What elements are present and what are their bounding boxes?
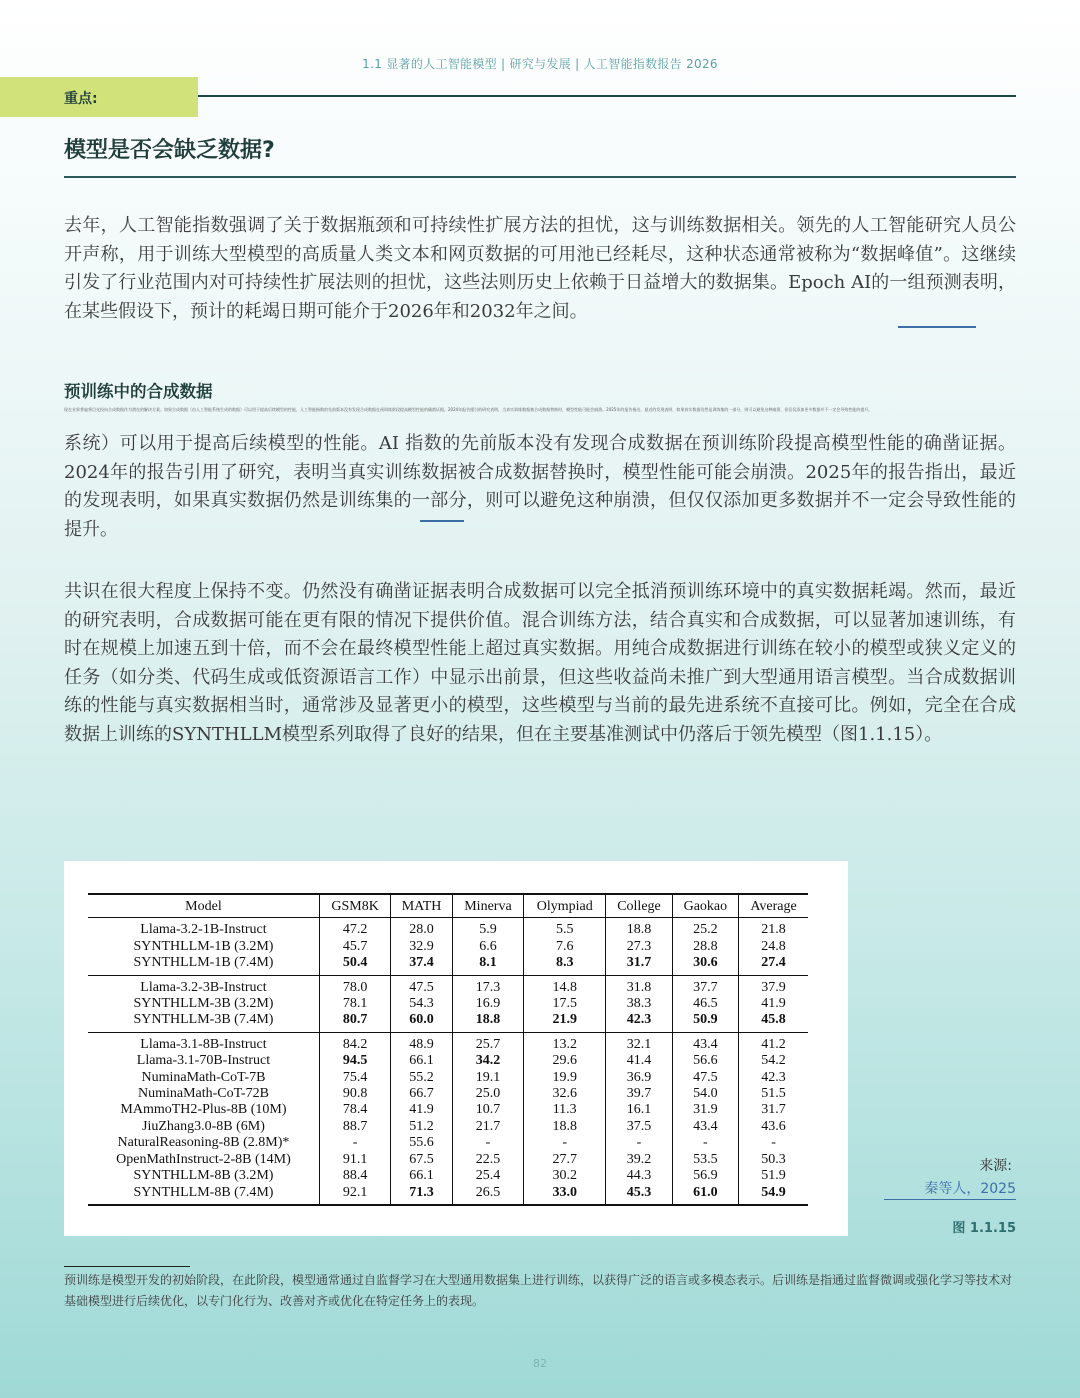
table-row-group (88, 1032, 808, 1205)
score-cell: 27.3 (606, 939, 672, 955)
model-name-cell: SYNTHLLM-3B (7.4M) (88, 1012, 319, 1032)
score-cell: 54.3 (391, 996, 453, 1012)
score-cell: 92.1 (319, 1185, 390, 1205)
column-header: Gaokao (672, 894, 738, 918)
score-cell: 30.2 (524, 1168, 606, 1184)
score-cell: 17.5 (524, 996, 606, 1012)
score-cell: 53.5 (672, 1152, 738, 1168)
model-name-cell: Llama-3.2-1B-Instruct (140, 922, 267, 938)
table-row (88, 918, 808, 939)
column-header: Olympiad (524, 894, 606, 918)
score-cell: 8.3 (524, 955, 606, 975)
score-cell: 39.2 (606, 1152, 672, 1168)
footnote: 预训练是模型开发的初始阶段，在此阶段，模型通常通过自监督学习在大型通用数据集上进行训练，以获得广泛的语言或多模态表示。后训练是指通过监督微调或强化学习等技术对基础模型进行后续优化，以专门化行为、改善对齐或优化在特定任务上的表现。 (64, 1273, 1013, 1308)
source-link[interactable]: 秦等人，2025 (884, 1178, 1016, 1200)
score-cell: 91.1 (319, 1152, 390, 1168)
score-cell: 41.4 (606, 1053, 672, 1069)
table-row (88, 1070, 808, 1086)
score-cell: 41.9 (391, 1102, 453, 1118)
score-cell: 5.5 (524, 918, 606, 939)
score-cell: 7.6 (524, 939, 606, 955)
score-cell: 24.8 (739, 939, 808, 955)
column-header: Model (88, 894, 319, 918)
score-cell: 14.8 (524, 975, 606, 996)
running-header: 1.1 显著的人工智能模型 | 研究与发展 | 人工智能指数报告 2026 (362, 57, 718, 71)
model-name-cell: NuminaMath-CoT-72B (137, 1086, 269, 1102)
model-name-cell: Llama-3.1-8B-Instruct (140, 1036, 267, 1052)
footnote-rule (64, 1266, 190, 1267)
score-cell: 17.3 (452, 975, 523, 996)
score-cell: 32.1 (606, 1032, 672, 1053)
score-cell: 42.3 (606, 1012, 672, 1032)
column-header: College (606, 894, 672, 918)
table-row (88, 1102, 808, 1118)
paragraph-synthetic: 系统）可以用于提高后续模型的性能。AI 指数的先前版本没有发现合成数据在预训练阶段提高模型性能的确凿证据。2024年的报告引用了研究，表明当真实训练数据被合成数据替换时，模型性能可能会崩溃。2025年的报告指出，最近的发现表明，如果真实数据仍然是训练集的一部分，则可以避免这种崩溃，但仅仅添加更多数据并不一定会导致性能的提升。 (64, 433, 1016, 540)
score-cell: 54.0 (672, 1086, 738, 1102)
score-cell: 37.9 (739, 975, 808, 996)
score-cell: 43.4 (672, 1032, 738, 1053)
score-cell: 75.4 (319, 1070, 390, 1086)
paragraph-intro: 去年，人工智能指数强调了关于数据瓶颈和可持续性扩展方法的担忧，这与训练数据相关。领先的人工智能研究人员公开声称，用于训练大型模型的高质量人类文本和网页数据的可用池已经耗尽，这种状态通常被称为“数据峰值”。这继续引发了行业范围内对可持续性扩展法则的担忧，这些法则历史上依赖于日益增大的数据集。Epoch AI的一组预测表明，在某些假设下，预计的耗竭日期可能介于2026年和2032年之间。 (64, 215, 1016, 322)
score-cell: 41.9 (739, 996, 808, 1012)
score-cell: 50.3 (739, 1152, 808, 1168)
score-cell: 78.0 (319, 975, 390, 996)
score-cell: 88.4 (319, 1168, 390, 1184)
table-row (88, 1053, 808, 1069)
score-cell: 26.5 (452, 1185, 523, 1205)
score-cell: 38.3 (606, 996, 672, 1012)
score-cell: 42.3 (739, 1070, 808, 1086)
figure-label: 图 1.1.15 (952, 1221, 1016, 1236)
table-row (88, 1086, 808, 1102)
model-name-cell: SYNTHLLM-3B (3.2M) (133, 996, 274, 1012)
score-cell: 45.8 (739, 1012, 808, 1032)
score-cell: 37.5 (606, 1119, 672, 1135)
model-name-cell: SYNTHLLM-8B (7.4M) (88, 1185, 319, 1205)
link-underline[interactable] (420, 520, 464, 522)
score-cell: 46.5 (672, 996, 738, 1012)
link-underline[interactable] (898, 326, 976, 328)
column-header: Minerva (452, 894, 523, 918)
score-cell: 66.1 (391, 1053, 453, 1069)
score-cell: 47.2 (319, 918, 390, 939)
table-header-row (88, 894, 808, 918)
score-cell: 80.7 (319, 1012, 390, 1032)
highlight-tab (0, 77, 198, 117)
score-cell: 43.4 (672, 1119, 738, 1135)
score-cell: 56.6 (672, 1053, 738, 1069)
table-row (88, 975, 808, 996)
score-cell: 18.8 (606, 918, 672, 939)
score-cell: 66.7 (391, 1086, 453, 1102)
score-cell: 47.5 (391, 975, 453, 996)
page-number: 82 (533, 1357, 547, 1370)
score-cell: 47.5 (672, 1070, 738, 1086)
table-row-group (88, 918, 808, 975)
table-row (88, 1185, 808, 1205)
score-cell: 43.6 (739, 1119, 808, 1135)
score-cell: 16.9 (452, 996, 523, 1012)
score-cell: 29.6 (524, 1053, 606, 1069)
score-cell: 28.0 (391, 918, 453, 939)
score-cell: 51.9 (739, 1168, 808, 1184)
score-cell: 33.0 (524, 1185, 606, 1205)
score-cell: 67.5 (391, 1152, 453, 1168)
score-cell: 34.2 (452, 1053, 523, 1069)
score-cell: 45.3 (606, 1185, 672, 1205)
score-cell: 27.7 (524, 1152, 606, 1168)
benchmark-table (88, 893, 808, 1206)
score-cell: 11.3 (524, 1102, 606, 1118)
score-cell: 31.9 (672, 1102, 738, 1118)
table-row (88, 955, 808, 975)
score-cell: 61.0 (672, 1185, 738, 1205)
score-cell: 25.0 (452, 1086, 523, 1102)
score-cell: 78.1 (319, 996, 390, 1012)
score-cell: 32.9 (391, 939, 453, 955)
score-cell: 25.4 (452, 1168, 523, 1184)
score-cell: - (606, 1135, 672, 1151)
compressed-text-line: 现在业界普遍将目光投向合成数据作为潜在的解决方案。如果合成数据（由人工智能系统生成的数据）可以用于提高后续模型的性能，人工智能指数的先前版本没有发现合成数据在预训练阶段提高模型性能的确凿证据。2024年报告援引的研究表明，当真实训练数据被合成数据替换时，模型性能可能会崩溃。2025年的报告指出，最近的发现表明，如果真实数据仍然是训练集的一部分，则可以避免这种崩溃，但仅仅添加更多数据并不一定会导致性能的提升。 (64, 407, 873, 412)
column-header: GSM8K (319, 894, 390, 918)
score-cell: 30.6 (672, 955, 738, 975)
score-cell: 27.4 (739, 955, 808, 975)
score-cell: 21.8 (739, 918, 808, 939)
table-row-group (88, 975, 808, 1032)
score-cell: 31.7 (739, 1102, 808, 1118)
model-name-cell: Llama-3.1-70B-Instruct (136, 1053, 271, 1069)
score-cell: 54.9 (739, 1185, 808, 1205)
score-cell: 45.7 (319, 939, 390, 955)
score-cell: 21.9 (524, 1012, 606, 1032)
column-header: MATH (391, 894, 453, 918)
score-cell: 55.6 (391, 1135, 453, 1151)
score-cell: 55.2 (391, 1070, 453, 1086)
source-label: 来源: (979, 1158, 1012, 1174)
score-cell: 56.9 (672, 1168, 738, 1184)
model-name-cell: SYNTHLLM-8B (3.2M) (133, 1168, 274, 1184)
table-row (88, 1135, 808, 1151)
score-cell: 8.1 (452, 955, 523, 975)
score-cell: 48.9 (391, 1032, 453, 1053)
score-cell: - (319, 1135, 390, 1151)
score-cell: 71.3 (391, 1185, 453, 1205)
model-name-cell: NaturalReasoning-8B (2.8M)* (117, 1135, 290, 1151)
score-cell: 51.2 (391, 1119, 453, 1135)
score-cell: 50.9 (672, 1012, 738, 1032)
score-cell: 54.2 (739, 1053, 808, 1069)
score-cell: 6.6 (452, 939, 523, 955)
model-name-cell: MAmmoTH2-Plus-8B (10M) (120, 1102, 287, 1118)
score-cell: 16.1 (606, 1102, 672, 1118)
model-name-cell: SYNTHLLM-1B (3.2M) (133, 938, 274, 954)
score-cell: 25.2 (672, 918, 738, 939)
score-cell: 78.4 (319, 1102, 390, 1118)
score-cell: - (739, 1135, 808, 1151)
score-cell: 31.8 (606, 975, 672, 996)
score-cell: 44.3 (606, 1168, 672, 1184)
model-name-cell: SYNTHLLM-1B (7.4M) (88, 955, 319, 975)
highlight-label: 重点: (64, 91, 98, 107)
score-cell: 22.5 (452, 1152, 523, 1168)
score-cell: 36.9 (606, 1070, 672, 1086)
model-name-cell: Llama-3.2-3B-Instruct (140, 979, 267, 995)
table-row (88, 939, 808, 955)
table-row (88, 1032, 808, 1053)
score-cell: 13.2 (524, 1032, 606, 1053)
score-cell: 88.7 (319, 1119, 390, 1135)
score-cell: 18.8 (524, 1119, 606, 1135)
table-row (88, 1168, 808, 1184)
score-cell: 41.2 (739, 1032, 808, 1053)
header-rule (198, 95, 1016, 97)
score-cell: 90.8 (319, 1086, 390, 1102)
score-cell: 19.9 (524, 1070, 606, 1086)
score-cell: 10.7 (452, 1102, 523, 1118)
model-name-cell: NuminaMath-CoT-7B (141, 1069, 266, 1085)
score-cell: 5.9 (452, 918, 523, 939)
score-cell: 37.4 (391, 955, 453, 975)
score-cell: 19.1 (452, 1070, 523, 1086)
score-cell: - (524, 1135, 606, 1151)
score-cell: 50.4 (319, 955, 390, 975)
table-row (88, 1119, 808, 1135)
model-name-cell: JiuZhang3.0-8B (6M) (142, 1118, 265, 1134)
score-cell: - (452, 1135, 523, 1151)
model-name-cell: OpenMathInstruct-2-8B (14M) (116, 1151, 291, 1167)
paragraph-consensus: 共识在很大程度上保持不变。仍然没有确凿证据表明合成数据可以完全抵消预训练环境中的真实数据耗竭。然而，最近的研究表明，合成数据可能在更有限的情况下提供价值。混合训练方法，结合真实和合成数据，可以显著加速训练，有时在规模上加速五到十倍，而不会在最终模型性能上超过真实数据。用纯合成数据进行训练在较小的模型或狭义定义的任务（如分类、代码生成或低资源语言工作）中显示出前景，但这些收益尚未推广到大型通用语言模型。当合成数据训练的性能与真实数据相当时，通常涉及显著更小的模型，这些模型与当前的最先进系统不直接可比。例如，完全在合成数据上训练的SYNTHLLM模型系列取得了良好的结果，但在主要基准测试中仍落后于领先模型（图1.1.15）。 (64, 581, 1016, 745)
table-row (88, 1012, 808, 1032)
score-cell: 31.7 (606, 955, 672, 975)
score-cell: 21.7 (452, 1119, 523, 1135)
score-cell: 66.1 (391, 1168, 453, 1184)
score-cell: 94.5 (319, 1053, 390, 1069)
score-cell: 28.8 (672, 939, 738, 955)
score-cell: 60.0 (391, 1012, 453, 1032)
score-cell: 84.2 (319, 1032, 390, 1053)
section-title: 模型是否会缺乏数据? (64, 138, 275, 163)
score-cell: 18.8 (452, 1012, 523, 1032)
score-cell: - (672, 1135, 738, 1151)
score-cell: 37.7 (672, 975, 738, 996)
table-row (88, 996, 808, 1012)
score-cell: 39.7 (606, 1086, 672, 1102)
title-rule (64, 176, 1016, 178)
table-row (88, 1152, 808, 1168)
score-cell: 25.7 (452, 1032, 523, 1053)
figure-table-card (64, 861, 848, 1236)
score-cell: 32.6 (524, 1086, 606, 1102)
score-cell: 51.5 (739, 1086, 808, 1102)
subheading-synthetic-data: 预训练中的合成数据 (64, 382, 213, 401)
column-header: Average (739, 894, 808, 918)
